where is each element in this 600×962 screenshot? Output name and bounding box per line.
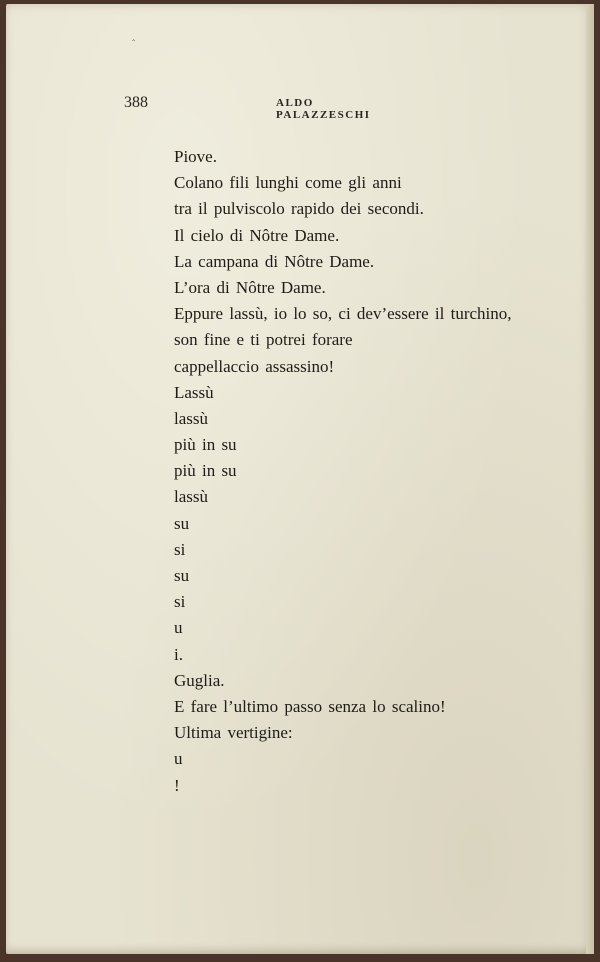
poem-line: Piove. — [174, 147, 217, 166]
poem-line: i. — [174, 644, 183, 664]
poem-line: ! — [174, 775, 180, 795]
poem-line: si — [174, 592, 186, 612]
book-page — [6, 4, 594, 954]
poem-line: son fine e ti potrei forare — [174, 330, 353, 350]
poem-line: L’ora di Nôtre Dame. — [174, 277, 326, 297]
poem-line: Guglia. — [174, 670, 225, 690]
poem-line: Lassù — [174, 382, 214, 402]
poem-line: Eppure lassù, io lo so, ci dev’essere il turchino, — [174, 304, 512, 324]
page-edge — [586, 4, 594, 954]
poem-line: La campana di Nôtre Dame. — [174, 251, 375, 271]
poem-line: più in su — [174, 435, 237, 455]
running-head: ALDO PALAZZESCHI — [276, 97, 371, 121]
poem-line: più in su — [174, 461, 237, 481]
poem-line: cappellaccio assassino! — [174, 356, 335, 376]
page-number: 388 — [124, 94, 148, 111]
poem-line: Ultima vertigine: — [174, 723, 293, 743]
poem-line: su — [174, 513, 190, 533]
printer-mark: ‸ — [132, 32, 136, 42]
poem-line: lassù — [174, 408, 208, 428]
poem-line: lassù — [174, 487, 208, 507]
poem-line: u — [174, 749, 183, 769]
poem-body — [174, 144, 512, 799]
poem-line: u — [174, 618, 183, 638]
poem-line: tra il pulviscolo rapido dei secondi. — [174, 199, 424, 219]
poem-line: su — [174, 566, 190, 585]
poem-line: Il cielo di Nôtre Dame. — [174, 225, 340, 245]
poem-line: Colano fili lunghi come gli anni — [174, 173, 402, 193]
poem-line: si — [174, 539, 186, 559]
poem-line: E fare l’ultimo passo senza lo scalino! — [174, 696, 446, 716]
